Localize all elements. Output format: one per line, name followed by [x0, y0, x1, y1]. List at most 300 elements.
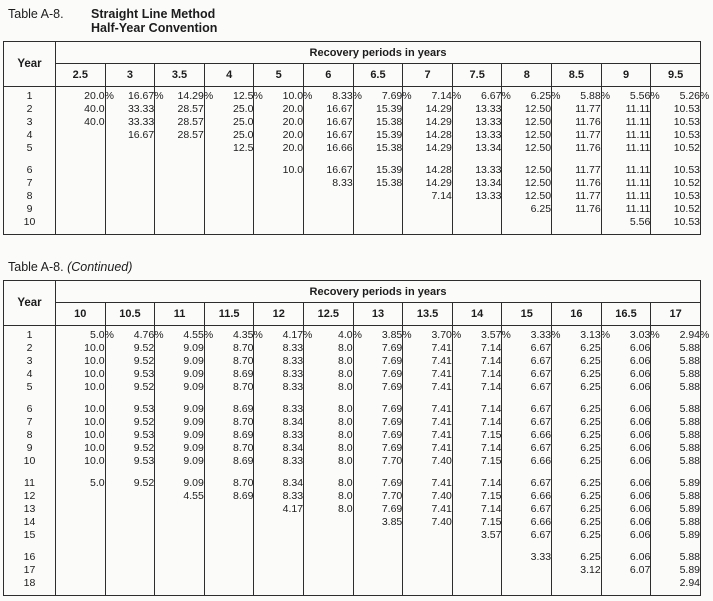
value-cell: 3.33 — [502, 551, 552, 564]
value-cell: 5.88 — [651, 516, 701, 529]
value-cell: 10.0 — [254, 164, 304, 177]
empty-cell — [502, 155, 552, 164]
value-cell: 7.14 — [452, 503, 502, 516]
value-cell — [254, 203, 304, 216]
value-cell: 13.33 — [452, 103, 502, 116]
empty-cell — [502, 542, 552, 551]
value-cell: 9.53 — [105, 403, 155, 416]
period-column-header: 9 — [601, 64, 651, 87]
value-cell: 7.15 — [452, 455, 502, 468]
value-cell: 3.85% — [353, 329, 403, 342]
empty-cell — [601, 468, 651, 477]
value-cell: 6.67 — [502, 529, 552, 542]
value-cell: 10.52 — [651, 203, 701, 216]
value-cell: 25.0 — [204, 129, 254, 142]
value-cell: 8.33 — [254, 355, 304, 368]
table-row — [4, 477, 701, 490]
value-cell: 5.89 — [651, 503, 701, 516]
empty-cell — [502, 229, 552, 235]
value-cell — [353, 529, 403, 542]
value-cell: 12.50 — [502, 103, 552, 116]
value-cell: 7.14% — [403, 90, 453, 103]
table-row — [4, 329, 701, 342]
value-cell: 6.25 — [552, 551, 602, 564]
table1-title-lines — [91, 7, 217, 35]
empty-cell — [105, 542, 155, 551]
value-cell: 33.33 — [105, 116, 155, 129]
value-cell — [304, 577, 354, 590]
year-cell: 9 — [4, 442, 56, 455]
value-cell: 8.0 — [304, 442, 354, 455]
value-cell: 7.41 — [403, 342, 453, 355]
year-cell: 7 — [4, 416, 56, 429]
value-cell: 8.0 — [304, 355, 354, 368]
value-cell — [56, 577, 106, 590]
value-cell: 3.03% — [601, 329, 651, 342]
empty-cell — [651, 155, 701, 164]
value-cell — [353, 216, 403, 229]
value-cell: 12.50 — [502, 164, 552, 177]
empty-cell — [502, 590, 552, 596]
value-cell: 10.52 — [651, 142, 701, 155]
empty-cell — [4, 155, 56, 164]
empty-cell — [452, 468, 502, 477]
value-cell: 9.52 — [105, 355, 155, 368]
empty-cell — [155, 590, 205, 596]
empty-cell — [601, 394, 651, 403]
value-cell — [56, 529, 106, 542]
value-cell: 2.94% — [651, 329, 701, 342]
value-cell: 8.70 — [204, 381, 254, 394]
value-cell: 5.88 — [651, 355, 701, 368]
period-column-header: 6.5 — [353, 64, 403, 87]
table-row — [4, 442, 701, 455]
year-cell: 15 — [4, 529, 56, 542]
year-cell: 9 — [4, 203, 56, 216]
header-row-periods — [4, 64, 701, 87]
value-cell: 25.0 — [204, 103, 254, 116]
period-column-header: 11 — [155, 303, 205, 326]
value-cell — [254, 216, 304, 229]
value-cell: 6.07 — [601, 564, 651, 577]
value-cell: 33.33 — [105, 103, 155, 116]
value-cell: 11.11 — [601, 190, 651, 203]
table2-label: Table A-8. — [8, 260, 64, 274]
value-cell: 4.55 — [155, 490, 205, 503]
value-cell — [304, 516, 354, 529]
value-cell — [105, 503, 155, 516]
value-cell: 12.5 — [204, 142, 254, 155]
group-spacer-row — [4, 394, 701, 403]
value-cell: 8.33 — [254, 403, 304, 416]
value-cell — [155, 529, 205, 542]
value-cell: 7.41 — [403, 429, 453, 442]
value-cell — [56, 503, 106, 516]
value-cell: 6.06 — [601, 416, 651, 429]
value-cell: 5.88 — [651, 368, 701, 381]
recovery-periods-header: Recovery periods in years — [56, 281, 701, 303]
empty-cell — [254, 394, 304, 403]
table-row — [4, 355, 701, 368]
value-cell — [105, 203, 155, 216]
value-cell: 10.0 — [56, 429, 106, 442]
value-cell — [353, 203, 403, 216]
value-cell: 3.57 — [452, 529, 502, 542]
period-column-header: 13 — [353, 303, 403, 326]
value-cell: 11.11 — [601, 164, 651, 177]
period-column-header: 7.5 — [452, 64, 502, 87]
table-row — [4, 203, 701, 216]
value-cell: 7.69 — [353, 368, 403, 381]
value-cell — [304, 216, 354, 229]
value-cell: 15.38 — [353, 142, 403, 155]
value-cell: 14.29 — [403, 177, 453, 190]
value-cell — [204, 503, 254, 516]
table-row — [4, 190, 701, 203]
empty-cell — [651, 542, 701, 551]
value-cell — [204, 564, 254, 577]
value-cell: 13.33 — [452, 116, 502, 129]
value-cell: 16.66 — [304, 142, 354, 155]
value-cell: 15.38 — [353, 177, 403, 190]
value-cell: 5.88 — [651, 551, 701, 564]
value-cell — [452, 551, 502, 564]
value-cell: 7.70 — [353, 490, 403, 503]
year-cell: 13 — [4, 503, 56, 516]
value-cell: 10.0 — [56, 342, 106, 355]
value-cell: 6.67% — [452, 90, 502, 103]
value-cell: 9.52 — [105, 342, 155, 355]
value-cell: 8.70 — [204, 342, 254, 355]
value-cell: 7.14 — [452, 368, 502, 381]
table-row — [4, 490, 701, 503]
value-cell: 15.38 — [353, 116, 403, 129]
empty-cell — [155, 155, 205, 164]
value-cell: 11.11 — [601, 142, 651, 155]
value-cell: 6.06 — [601, 342, 651, 355]
empty-cell — [254, 155, 304, 164]
value-cell: 7.69 — [353, 442, 403, 455]
value-cell: 7.69 — [353, 381, 403, 394]
value-cell: 7.41 — [403, 416, 453, 429]
value-cell: 7.14 — [452, 477, 502, 490]
empty-cell — [204, 542, 254, 551]
value-cell — [56, 164, 106, 177]
value-cell: 6.06 — [601, 551, 651, 564]
value-cell: 14.29 — [403, 142, 453, 155]
value-cell: 7.15 — [452, 490, 502, 503]
year-cell: 18 — [4, 577, 56, 590]
value-cell: 6.67 — [502, 503, 552, 516]
value-cell: 7.69 — [353, 503, 403, 516]
value-cell — [254, 516, 304, 529]
table2-continued-label: (Continued) — [67, 260, 133, 274]
value-cell: 8.0 — [304, 403, 354, 416]
value-cell: 12.50 — [502, 190, 552, 203]
value-cell: 13.34 — [452, 142, 502, 155]
value-cell: 28.57 — [155, 103, 205, 116]
period-column-header: 16 — [552, 303, 602, 326]
value-cell: 9.09 — [155, 381, 205, 394]
value-cell: 6.67 — [502, 342, 552, 355]
value-cell: 9.09 — [155, 416, 205, 429]
value-cell: 15.39 — [353, 129, 403, 142]
value-cell — [56, 129, 106, 142]
value-cell: 20.0 — [254, 103, 304, 116]
value-cell: 7.14 — [452, 381, 502, 394]
period-column-header: 12 — [254, 303, 304, 326]
value-cell: 20.0% — [56, 90, 106, 103]
value-cell: 8.33 — [304, 177, 354, 190]
year-cell: 5 — [4, 142, 56, 155]
value-cell: 9.52 — [105, 442, 155, 455]
period-column-header: 8.5 — [552, 64, 602, 87]
value-cell: 5.88 — [651, 455, 701, 468]
value-cell — [204, 216, 254, 229]
value-cell — [452, 203, 502, 216]
value-cell — [56, 516, 106, 529]
value-cell: 6.06 — [601, 477, 651, 490]
value-cell: 10.0% — [254, 90, 304, 103]
value-cell — [105, 177, 155, 190]
value-cell: 6.67 — [502, 477, 552, 490]
table-row — [4, 177, 701, 190]
table-row — [4, 164, 701, 177]
value-cell: 9.09 — [155, 455, 205, 468]
empty-cell — [304, 155, 354, 164]
value-cell: 5.88 — [651, 442, 701, 455]
value-cell — [403, 203, 453, 216]
value-cell — [304, 529, 354, 542]
value-cell — [204, 177, 254, 190]
value-cell: 14.29 — [403, 116, 453, 129]
year-cell: 5 — [4, 381, 56, 394]
value-cell: 11.11 — [601, 116, 651, 129]
value-cell: 11.11 — [601, 177, 651, 190]
value-cell: 9.53 — [105, 429, 155, 442]
period-column-header: 10.5 — [105, 303, 155, 326]
empty-cell — [452, 229, 502, 235]
value-cell: 8.0 — [304, 503, 354, 516]
value-cell: 7.14 — [452, 416, 502, 429]
value-cell — [353, 551, 403, 564]
value-cell — [552, 577, 602, 590]
value-cell: 5.88 — [651, 342, 701, 355]
year-cell: 8 — [4, 429, 56, 442]
value-cell: 10.53 — [651, 116, 701, 129]
value-cell: 10.0 — [56, 455, 106, 468]
empty-cell — [502, 394, 552, 403]
year-cell: 8 — [4, 190, 56, 203]
value-cell — [204, 529, 254, 542]
value-cell: 20.0 — [254, 129, 304, 142]
value-cell — [403, 529, 453, 542]
empty-cell — [204, 394, 254, 403]
value-cell: 7.41 — [403, 403, 453, 416]
recovery-periods-header: Recovery periods in years — [56, 42, 701, 64]
value-cell: 7.40 — [403, 516, 453, 529]
empty-cell — [552, 155, 602, 164]
value-cell: 11.11 — [601, 203, 651, 216]
value-cell — [403, 216, 453, 229]
period-column-header: 4 — [204, 64, 254, 87]
value-cell: 4.35% — [204, 329, 254, 342]
year-cell: 1 — [4, 329, 56, 342]
empty-cell — [403, 155, 453, 164]
empty-cell — [403, 468, 453, 477]
value-cell: 10.0 — [56, 355, 106, 368]
table-row — [4, 503, 701, 516]
value-cell: 8.0 — [304, 429, 354, 442]
value-cell: 9.52 — [105, 381, 155, 394]
period-column-header: 12.5 — [304, 303, 354, 326]
value-cell: 6.66 — [502, 490, 552, 503]
table-row — [4, 564, 701, 577]
value-cell: 13.34 — [452, 177, 502, 190]
value-cell: 8.0 — [304, 416, 354, 429]
value-cell — [304, 551, 354, 564]
value-cell: 9.09 — [155, 477, 205, 490]
value-cell: 7.69 — [353, 403, 403, 416]
value-cell: 11.77 — [552, 103, 602, 116]
period-column-header: 3 — [105, 64, 155, 87]
value-cell: 11.77 — [552, 164, 602, 177]
header-row-top — [4, 42, 701, 64]
empty-cell — [651, 468, 701, 477]
value-cell — [403, 564, 453, 577]
value-cell: 8.0 — [304, 455, 354, 468]
value-cell: 16.67 — [304, 116, 354, 129]
empty-cell — [353, 155, 403, 164]
value-cell: 8.70 — [204, 355, 254, 368]
value-cell: 9.09 — [155, 429, 205, 442]
value-cell: 6.06 — [601, 403, 651, 416]
straight-line-table — [3, 41, 710, 235]
group-spacer-row — [4, 155, 701, 164]
value-cell: 7.69% — [353, 90, 403, 103]
empty-cell — [4, 468, 56, 477]
empty-cell — [4, 394, 56, 403]
value-cell: 11.77 — [552, 190, 602, 203]
year-cell: 12 — [4, 490, 56, 503]
value-cell: 6.25 — [552, 416, 602, 429]
value-cell: 5.89 — [651, 477, 701, 490]
empty-cell — [4, 590, 56, 596]
table-row — [4, 342, 701, 355]
value-cell: 6.67 — [502, 355, 552, 368]
value-cell: 14.28 — [403, 164, 453, 177]
empty-cell — [403, 229, 453, 235]
value-cell: 5.88% — [552, 90, 602, 103]
value-cell: 7.69 — [353, 355, 403, 368]
value-cell — [204, 203, 254, 216]
value-cell: 6.06 — [601, 503, 651, 516]
empty-cell — [601, 155, 651, 164]
empty-cell — [601, 542, 651, 551]
value-cell: 8.69 — [204, 490, 254, 503]
value-cell — [452, 216, 502, 229]
value-cell: 6.67 — [502, 381, 552, 394]
period-column-header: 17 — [651, 303, 701, 326]
value-cell: 5.88 — [651, 490, 701, 503]
group-spacer-row — [4, 542, 701, 551]
value-cell: 12.50 — [502, 116, 552, 129]
empty-cell — [353, 542, 403, 551]
table-row — [4, 381, 701, 394]
value-cell — [353, 190, 403, 203]
value-cell: 12.5% — [204, 90, 254, 103]
value-cell — [155, 142, 205, 155]
value-cell: 8.69 — [204, 403, 254, 416]
empty-cell — [56, 394, 106, 403]
empty-cell — [403, 394, 453, 403]
value-cell: 7.14 — [452, 442, 502, 455]
empty-cell — [651, 590, 701, 596]
value-cell — [105, 577, 155, 590]
period-column-header: 11.5 — [204, 303, 254, 326]
period-column-header: 9.5 — [651, 64, 701, 87]
table-row — [4, 103, 701, 116]
value-cell: 6.25 — [552, 442, 602, 455]
value-cell — [105, 164, 155, 177]
value-cell: 6.67 — [502, 442, 552, 455]
period-column-header: 3.5 — [155, 64, 205, 87]
value-cell: 40.0 — [56, 116, 106, 129]
value-cell: 28.57 — [155, 116, 205, 129]
value-cell — [155, 577, 205, 590]
table-row — [4, 551, 701, 564]
value-cell: 8.33 — [254, 455, 304, 468]
value-cell: 10.53 — [651, 190, 701, 203]
value-cell — [56, 190, 106, 203]
value-cell: 25.0 — [204, 116, 254, 129]
value-cell — [403, 551, 453, 564]
year-cell: 1 — [4, 90, 56, 103]
value-cell — [353, 564, 403, 577]
value-cell — [403, 577, 453, 590]
period-column-header: 2.5 — [56, 64, 106, 87]
value-cell: 6.25 — [552, 429, 602, 442]
empty-cell — [403, 590, 453, 596]
value-cell: 4.17 — [254, 503, 304, 516]
year-cell: 10 — [4, 216, 56, 229]
value-cell: 8.69 — [204, 368, 254, 381]
value-cell: 6.25 — [552, 368, 602, 381]
value-cell — [56, 177, 106, 190]
empty-cell — [353, 468, 403, 477]
year-cell: 4 — [4, 368, 56, 381]
table1-title-line2: Half-Year Convention — [91, 21, 218, 35]
value-cell: 6.67 — [502, 403, 552, 416]
value-cell: 6.25 — [552, 516, 602, 529]
empty-cell — [353, 229, 403, 235]
value-cell — [254, 577, 304, 590]
value-cell: 6.25 — [502, 203, 552, 216]
empty-cell — [254, 468, 304, 477]
value-cell: 6.06 — [601, 368, 651, 381]
table-row — [4, 142, 701, 155]
empty-cell — [204, 468, 254, 477]
empty-cell — [304, 229, 354, 235]
header-row-top — [4, 281, 701, 303]
value-cell: 3.12 — [552, 564, 602, 577]
empty-cell — [304, 468, 354, 477]
value-cell — [552, 216, 602, 229]
value-cell: 8.34 — [254, 477, 304, 490]
value-cell: 12.50 — [502, 177, 552, 190]
table-row — [4, 529, 701, 542]
value-cell — [105, 490, 155, 503]
